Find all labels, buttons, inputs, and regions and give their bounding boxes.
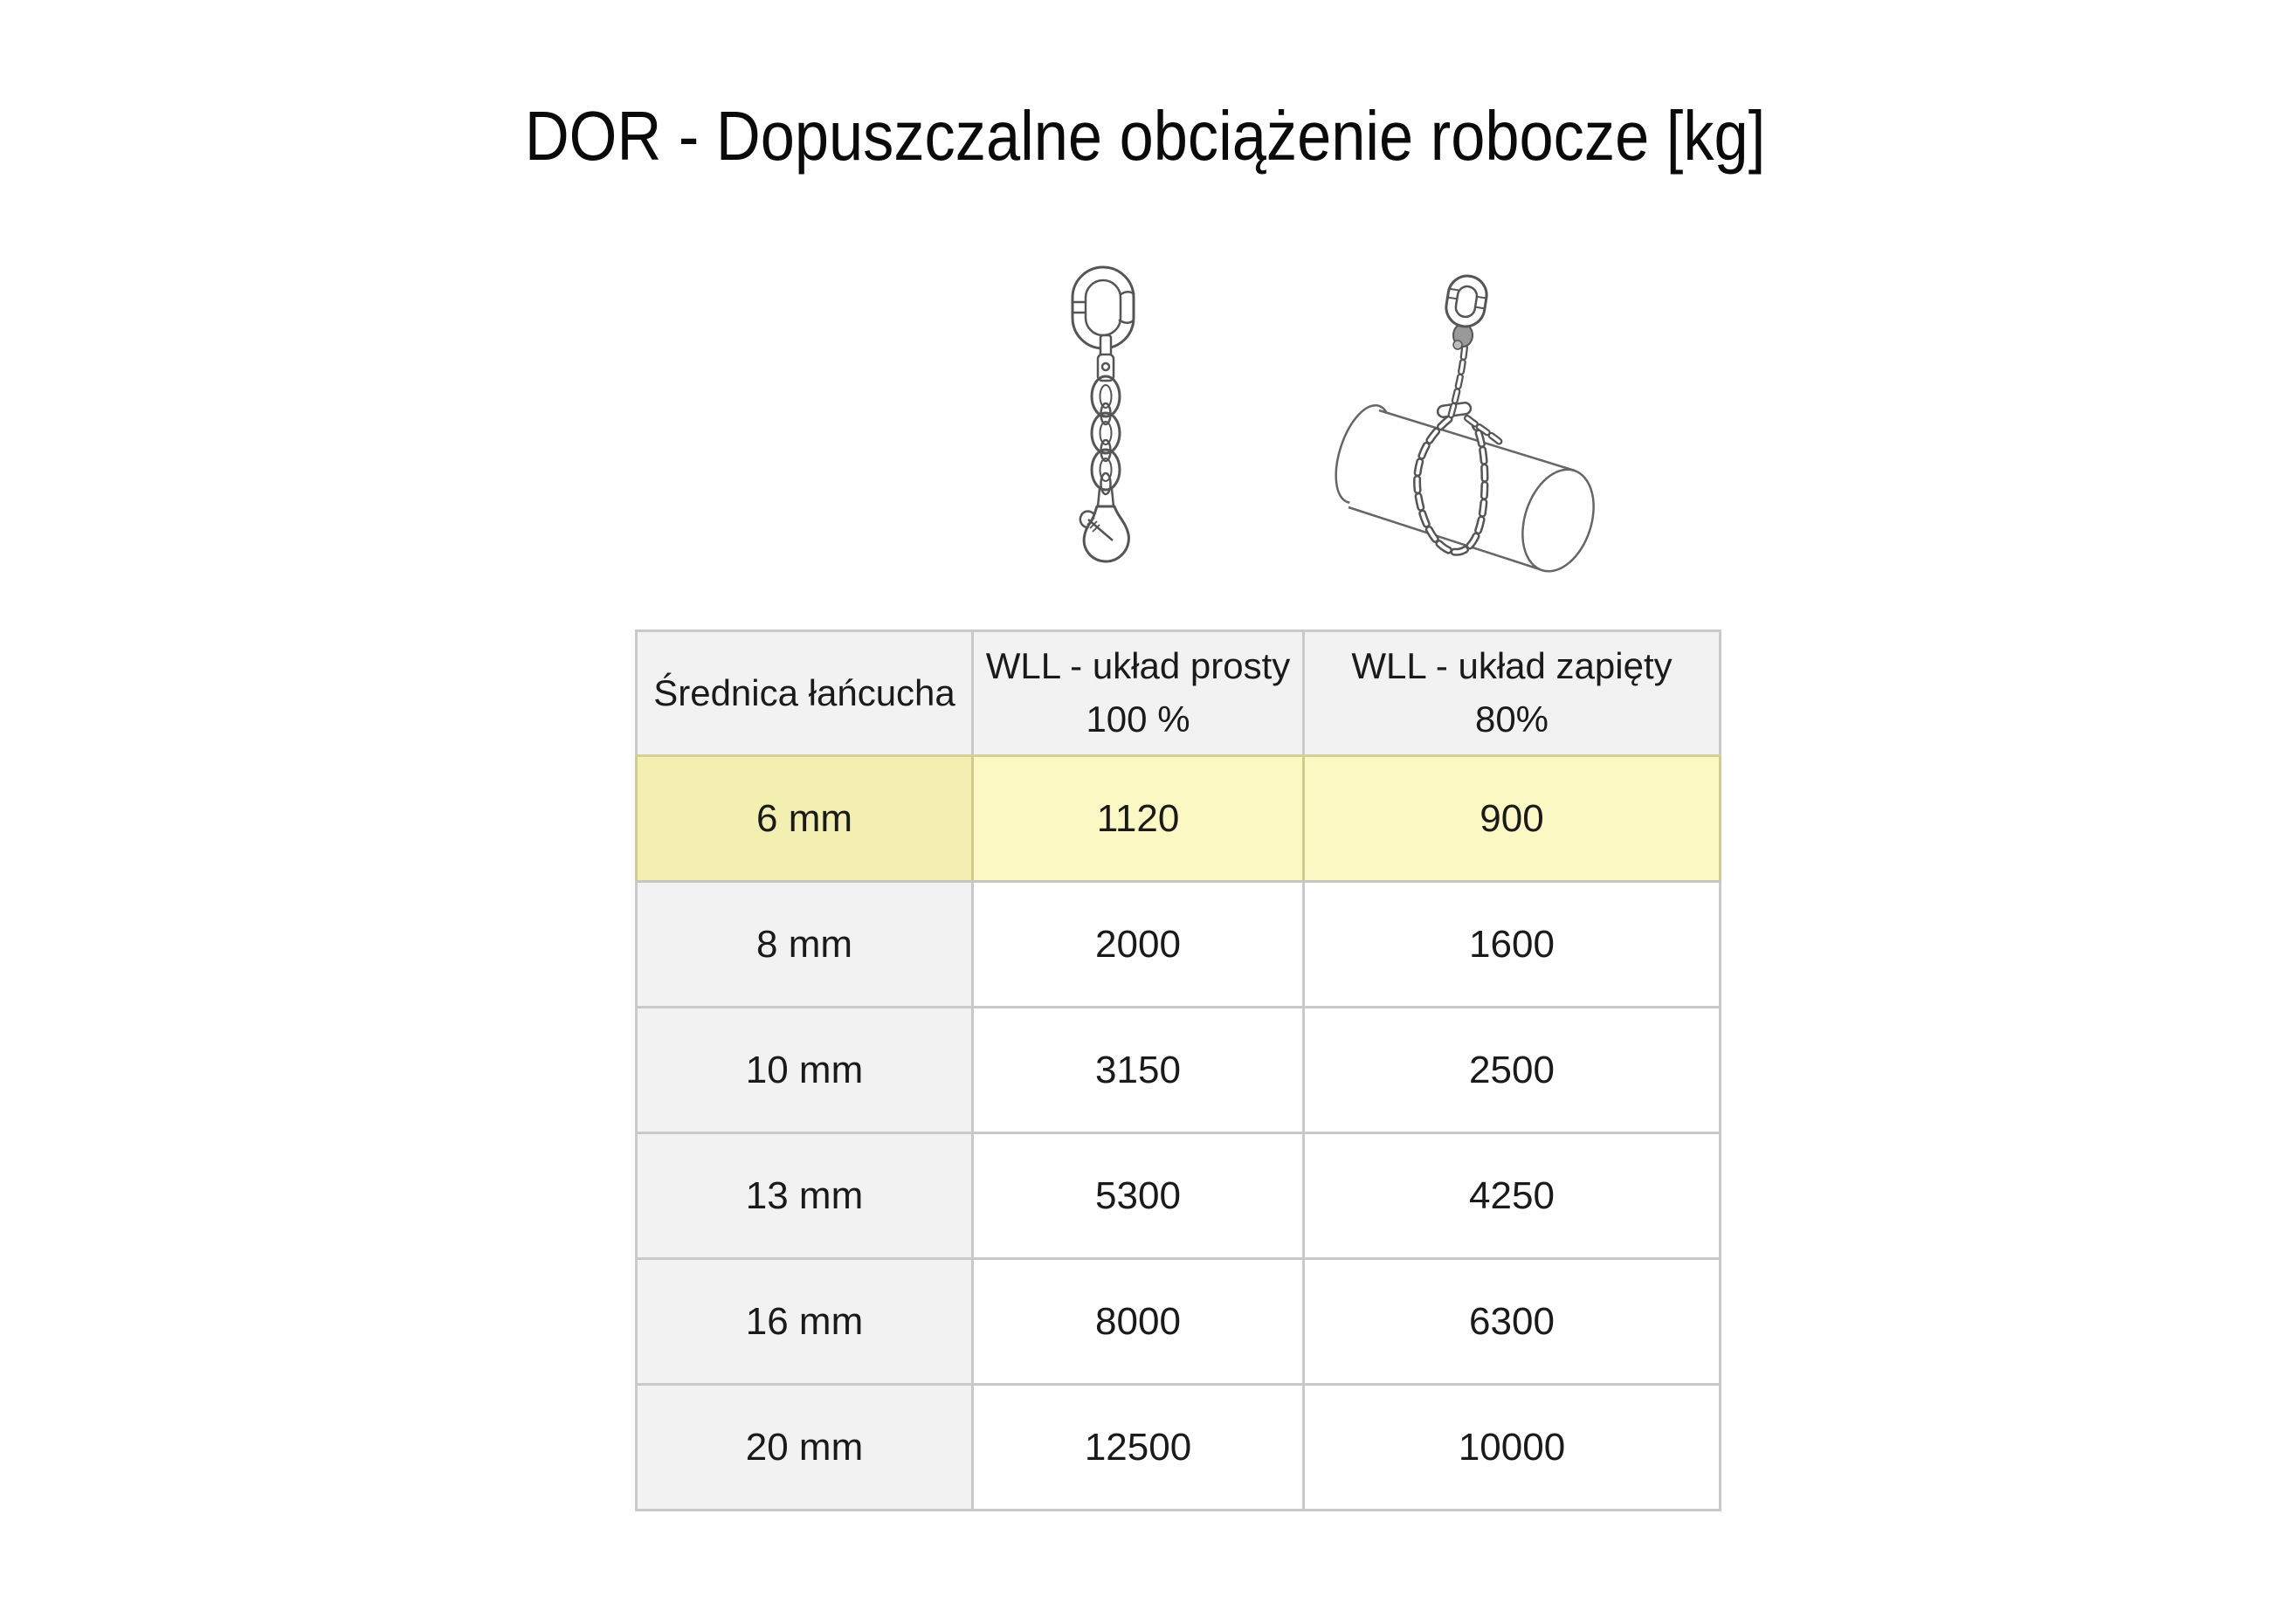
table-row-20mm[interactable] (637, 1385, 1721, 1510)
col-header-wll-straight (973, 631, 1304, 756)
wll-table-container (635, 630, 1721, 1511)
col-header-wll-choked (1304, 631, 1721, 756)
table-row-13mm[interactable] (637, 1133, 1721, 1259)
header-line: 80% (1474, 698, 1549, 740)
wll-table (635, 630, 1721, 1511)
master-link-icon (1444, 273, 1490, 329)
table-row-6mm[interactable] (637, 756, 1721, 882)
table-row-16mm[interactable] (637, 1259, 1721, 1385)
straight-sling-figure (1062, 264, 1149, 595)
header-line: WLL - układ prosty (985, 645, 1291, 687)
cell-diameter: 8 mm (637, 882, 973, 1008)
table-row-10mm[interactable] (637, 1008, 1721, 1133)
cell-wll-straight: 1120 (973, 756, 1304, 882)
chain-icon (1092, 376, 1120, 494)
col-header-diameter: Średnica łańcucha (637, 631, 973, 756)
cell-diameter: 13 mm (637, 1133, 973, 1259)
cell-wll-choked: 1600 (1304, 882, 1721, 1008)
cell-wll-straight: 8000 (973, 1259, 1304, 1385)
cell-wll-choked: 4250 (1304, 1133, 1721, 1259)
header-line: 100 % (1086, 698, 1190, 740)
table-row-8mm[interactable] (637, 882, 1721, 1008)
cell-wll-straight: 5300 (973, 1133, 1304, 1259)
cell-diameter: 6 mm (637, 756, 973, 882)
choked-sling-figure (1310, 258, 1616, 583)
cell-wll-choked: 2500 (1304, 1008, 1721, 1133)
cell-diameter: 20 mm (637, 1385, 973, 1510)
shortening-grab-icon (1453, 324, 1473, 349)
cell-wll-straight: 2000 (973, 882, 1304, 1008)
header-line: WLL - układ zapięty (1351, 645, 1673, 687)
page-title-text: DOR - Dopuszczalne obciążenie robocze [kg] (524, 97, 1766, 175)
connector-link-icon (1098, 335, 1114, 381)
page-title (0, 93, 2290, 180)
cell-wll-choked: 10000 (1304, 1385, 1721, 1510)
cell-wll-straight: 3150 (973, 1008, 1304, 1133)
cell-wll-straight: 12500 (973, 1385, 1304, 1510)
cell-diameter: 16 mm (637, 1259, 973, 1385)
table-header-row (637, 631, 1721, 756)
cell-diameter: 10 mm (637, 1008, 973, 1133)
sling-hook-icon (1080, 489, 1129, 561)
cell-wll-choked: 900 (1304, 756, 1721, 882)
cell-wll-choked: 6300 (1304, 1259, 1721, 1385)
